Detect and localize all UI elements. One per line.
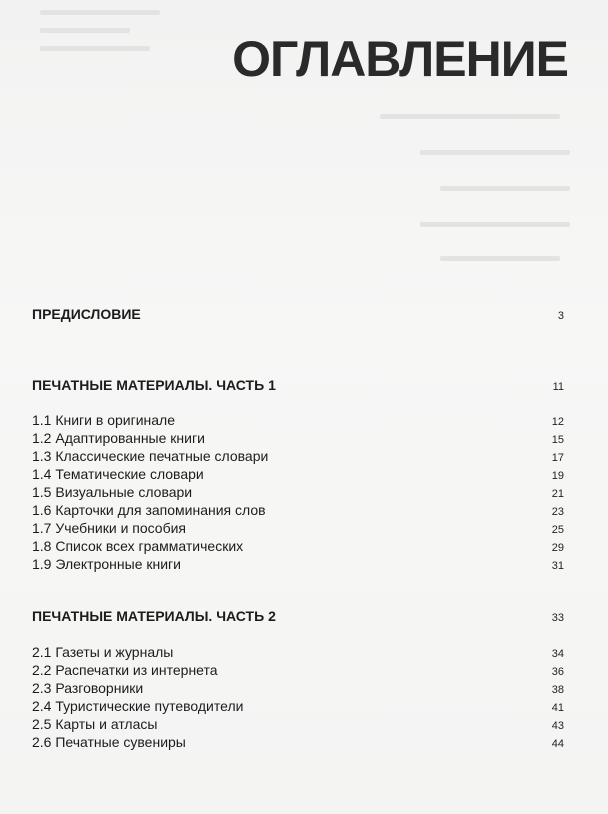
toc-entry[interactable] [32, 412, 564, 430]
toc-entry-label: 1.4 Тематические словари [32, 466, 204, 482]
toc-entry-label: 1.9 Электронные книги [32, 556, 181, 572]
toc-page-number: 36 [551, 666, 564, 678]
toc-page-number: 23 [551, 506, 564, 518]
toc-entry[interactable] [32, 448, 564, 466]
toc-page-number: 38 [551, 684, 564, 696]
page-title: ОГЛАВЛЕНИЕ [232, 31, 568, 87]
toc-entry-label: 1.6 Карточки для запоминания слов [32, 502, 266, 518]
toc-entry-label: 1.3 Классические печатные словари [32, 448, 269, 464]
toc-entry-label: 2.5 Карты и атласы [32, 716, 158, 732]
show-through-mark [40, 28, 130, 33]
toc-entry-label: 2.1 Газеты и журналы [32, 644, 174, 660]
toc-entry-label: 2.6 Печатные сувениры [32, 734, 186, 750]
toc-entry-label: 1.7 Учебники и пособия [32, 520, 187, 536]
toc-entry[interactable] [32, 538, 564, 556]
toc-page-number: 19 [551, 470, 564, 482]
toc-entry-label: ПРЕДИСЛОВИЕ [32, 306, 141, 322]
show-through-mark [440, 186, 570, 191]
toc-section-part2[interactable] [32, 608, 564, 626]
toc-entry[interactable] [32, 734, 564, 752]
toc-entry-label: 1.5 Визуальные словари [32, 484, 193, 500]
show-through-mark [440, 256, 560, 261]
toc-entry[interactable] [32, 484, 564, 502]
toc-page-number: 3 [557, 310, 564, 322]
toc-entry-label: 1.1 Книги в оригинале [32, 412, 175, 428]
toc-section-part1[interactable] [32, 377, 564, 395]
toc-entry-label: 2.2 Распечатки из интернета [32, 662, 218, 678]
toc-entry[interactable] [32, 698, 564, 716]
toc-page-number: 25 [551, 524, 564, 536]
toc-page-number: 43 [551, 720, 564, 732]
toc-entry-label: 2.3 Разговорники [32, 680, 144, 696]
show-through-mark [420, 222, 570, 227]
toc-page-number: 21 [551, 488, 564, 500]
toc-page-number: 15 [551, 434, 564, 446]
toc-section-label: ПЕЧАТНЫЕ МАТЕРИАЛЫ. ЧАСТЬ 2 [32, 608, 276, 624]
toc-entry-preface[interactable] [32, 306, 564, 324]
toc-page-number: 17 [551, 452, 564, 464]
toc-entry[interactable] [32, 644, 564, 662]
toc-page-number: 33 [551, 612, 564, 624]
toc-page-number: 34 [551, 648, 564, 660]
toc-entry[interactable] [32, 556, 564, 574]
toc-page-number: 12 [551, 416, 564, 428]
show-through-mark [40, 10, 160, 15]
toc-page-number: 41 [551, 702, 564, 714]
toc-entry-label: 1.8 Список всех грамматических [32, 538, 244, 554]
toc-entry[interactable] [32, 430, 564, 448]
toc-entry[interactable] [32, 716, 564, 734]
show-through-mark [420, 150, 570, 155]
toc-entry[interactable] [32, 662, 564, 680]
toc-entry-label: 1.2 Адаптированные книги [32, 430, 205, 446]
toc-entry-label: 2.4 Туристические путеводители [32, 698, 244, 714]
toc-entry[interactable] [32, 466, 564, 484]
toc-page-number: 31 [551, 560, 564, 572]
toc-entry[interactable] [32, 680, 564, 698]
toc-page-number: 29 [551, 542, 564, 554]
show-through-mark [40, 46, 150, 51]
toc-section-label: ПЕЧАТНЫЕ МАТЕРИАЛЫ. ЧАСТЬ 1 [32, 377, 276, 393]
toc-entry[interactable] [32, 502, 564, 520]
toc-page-number: 44 [551, 738, 564, 750]
toc-page-number: 11 [552, 381, 564, 393]
show-through-mark [380, 114, 560, 119]
toc-entry[interactable] [32, 520, 564, 538]
